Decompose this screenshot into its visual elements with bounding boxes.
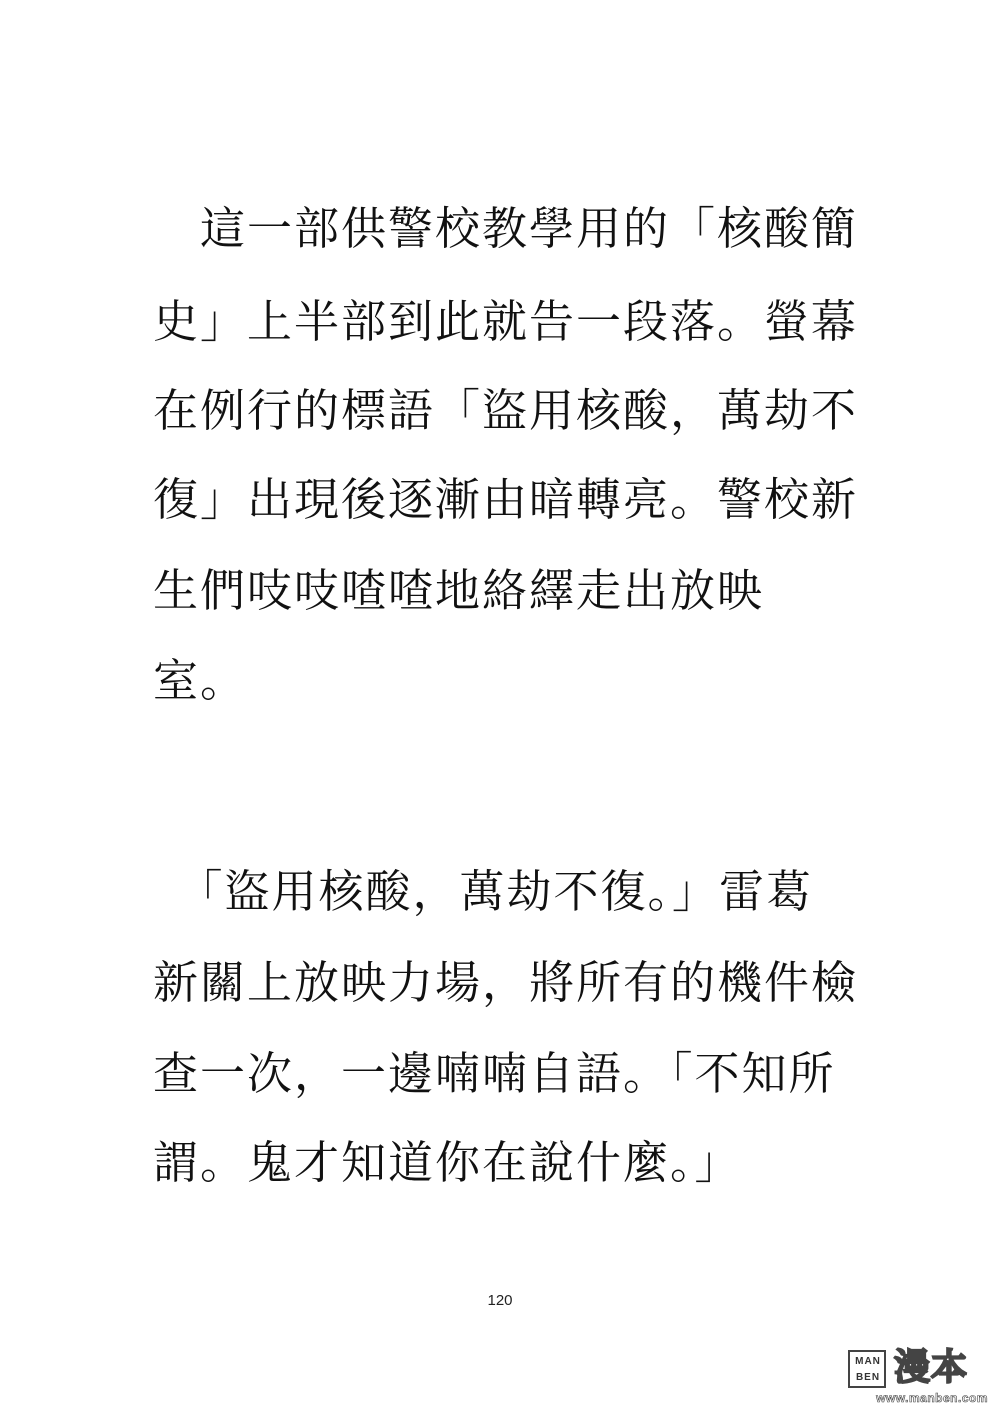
watermark-url: www.manben.com bbox=[876, 1391, 988, 1405]
paragraph-1-line-4: 復」出現後逐漸由暗轉亮。警校新 bbox=[153, 473, 859, 526]
paragraph-2-line-2: 新關上放映力場，將所有的機件檢 bbox=[153, 956, 859, 1009]
paragraph-2-line-1: 「盜用核酸，萬劫不復。」雷葛 bbox=[153, 865, 814, 918]
watermark-logo bbox=[848, 1348, 988, 1406]
watermark-box-icon bbox=[848, 1350, 886, 1388]
watermark-cjk-text: 漫本 bbox=[894, 1347, 969, 1388]
paragraph-1-line-5: 生們吱吱喳喳地絡繹走出放映 bbox=[153, 564, 765, 617]
watermark-box-bottom-text: BEN bbox=[855, 1372, 881, 1383]
paragraph-1-line-1: 這一部供警校教學用的「核酸簡 bbox=[153, 202, 859, 255]
paragraph-1-line-2: 史」上半部到此就告一段落。螢幕 bbox=[153, 295, 859, 348]
paragraph-1-line-6: 室。 bbox=[153, 654, 248, 707]
page-number: 120 bbox=[487, 1292, 513, 1309]
paragraph-1-line-3: 在例行的標語「盜用核酸，萬劫不 bbox=[153, 384, 859, 437]
paragraph-2-line-4: 謂。鬼才知道你在說什麼。」 bbox=[153, 1136, 742, 1189]
paragraph-2-line-3: 查一次，一邊喃喃自語。「不知所 bbox=[153, 1047, 836, 1100]
watermark-box-top-text: MAN bbox=[855, 1356, 881, 1367]
